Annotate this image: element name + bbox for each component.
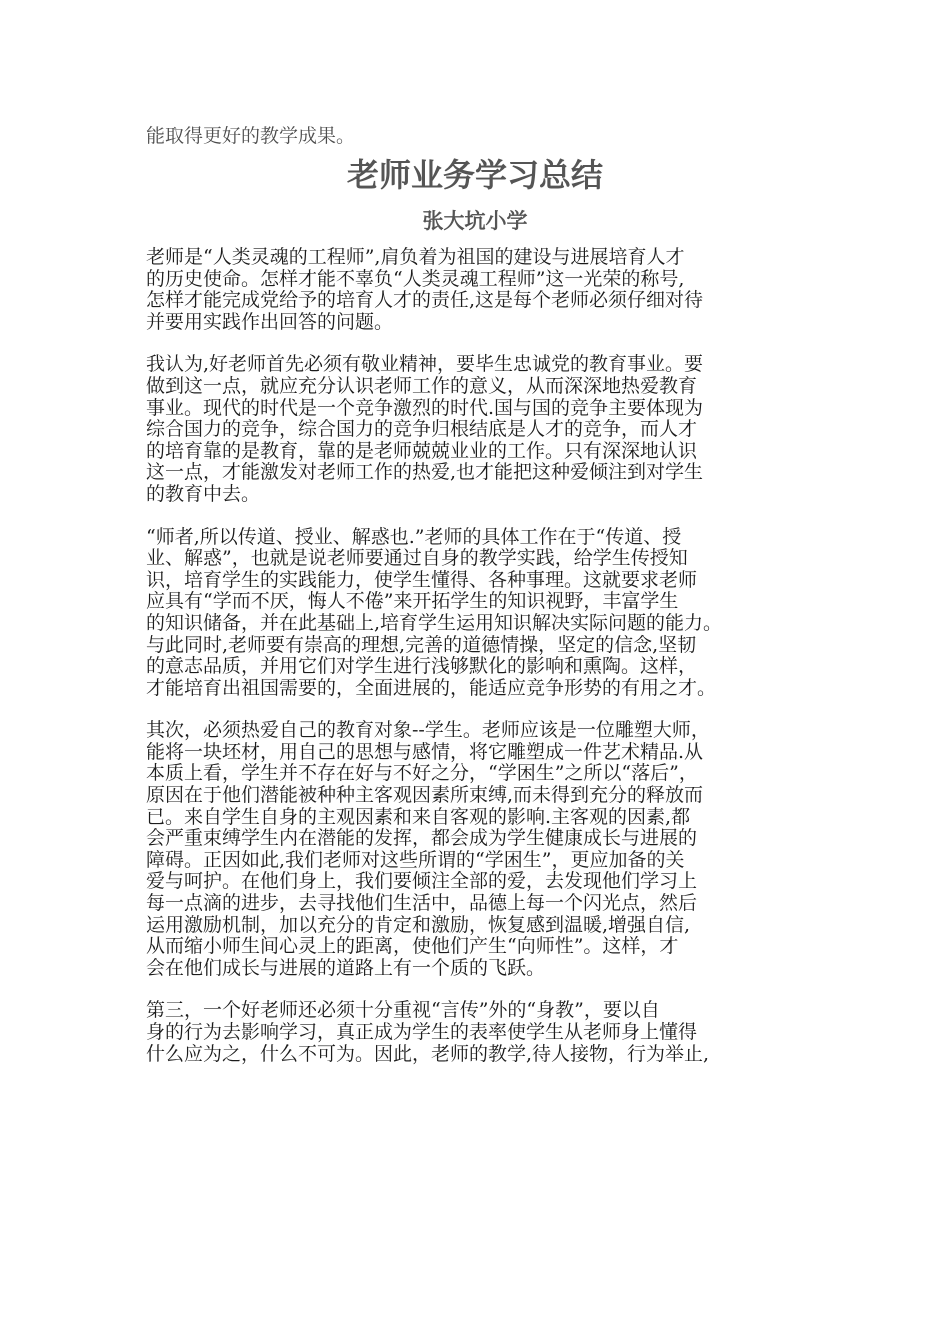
paragraph bbox=[146, 247, 836, 333]
document-title: 老师业务学习总结 bbox=[346, 156, 603, 194]
paragraph-line: 与此同时,老师要有崇高的理想,完善的道德情操，坚定的信念,坚韧 bbox=[146, 633, 697, 656]
paragraph-line: 原因在于他们潜能被种种主客观因素所束缚,而未得到充分的释放而 bbox=[146, 784, 704, 807]
paragraph-line: 已。来自学生自身的主观因素和来自客观的影响.主客观的因素,都 bbox=[146, 805, 691, 828]
paragraph-line: 什么应为之，什么不可为。因此，老师的教学,待人接物，行为举止, bbox=[146, 1042, 710, 1065]
paragraph bbox=[146, 720, 836, 979]
paragraph-line: 本质上看，学生并不存在好与不好之分，“学困生”之所以“落后”， bbox=[146, 762, 698, 785]
paragraph-line: 其次，必须热爱自己的教育对象--学生。老师应该是一位雕塑大师， bbox=[146, 719, 710, 742]
paragraph-line: 从而缩小师生间心灵上的距离，使他们产生“向师性”。这样，才 bbox=[146, 935, 679, 958]
paragraph-line: 怎样才能完成党给予的培育人才的责任,这是每个老师必须仔细对待 bbox=[146, 289, 704, 312]
paragraph-line: 的意志品质，并用它们对学生进行浅够默化的影响和熏陶。这样， bbox=[146, 655, 698, 678]
paragraph-line: 爱与呵护。在他们身上，我们要倾注全部的爱，去发现他们学习上 bbox=[146, 870, 698, 893]
paragraph-line: 的历史使命。怎样才能不辜负“人类灵魂工程师”这一光荣的称号, bbox=[146, 267, 685, 290]
paragraph-line: 会严重束缚学生内在潜能的发挥，都会成为学生健康成长与进展的 bbox=[146, 827, 698, 850]
paragraph-line: 业、解惑”，也就是说老师要通过自身的教学实践，给学生传授知 bbox=[146, 547, 688, 570]
paragraph-line: 的知识储备，并在此基础上,培育学生运用知识解决实际问题的能力。 bbox=[146, 611, 723, 634]
paragraph-line: “师者,所以传道、授业、解惑也.”老师的具体工作在于“传道、授 bbox=[146, 525, 682, 548]
paragraph bbox=[146, 527, 836, 700]
paragraph-line: 身的行为去影响学习，真正成为学生的表率使学生从老师身上懂得 bbox=[146, 1021, 698, 1043]
paragraph-line: 能将一块坯材，用自己的思想与感情，将它雕塑成一件艺术精品.从 bbox=[146, 740, 704, 763]
paragraph-line: 并要用实践作出回答的问题。 bbox=[146, 310, 394, 333]
paragraph-line: 应具有“学而不厌，悔人不倦”来开拓学生的知识视野，丰富学生 bbox=[146, 590, 679, 613]
paragraph-line: 才能培育出祖国需要的，全面进展的，能适应竞争形势的有用之才。 bbox=[146, 676, 717, 699]
previous-page-tail-text: 能取得更好的教学成果。 bbox=[146, 125, 356, 147]
paragraph-line: 这一点，才能激发对老师工作的热爱,也才能把这种爱倾注到对学生 bbox=[146, 461, 704, 484]
paragraph bbox=[146, 354, 836, 505]
document-subtitle: 张大坑小学 bbox=[422, 209, 528, 233]
paragraph-line: 做到这一点，就应充分认识老师工作的意义，从而深深地热爱教育 bbox=[146, 374, 698, 397]
document-body bbox=[146, 247, 836, 1086]
paragraph-line: 的培育靠的是教育，靠的是老师兢兢业业的工作。只有深深地认识 bbox=[146, 439, 698, 462]
paragraph-line: 综合国力的竞争，综合国力的竞争归根结底是人才的竞争，而人才 bbox=[146, 418, 698, 441]
paragraph bbox=[146, 1000, 836, 1065]
paragraph-line: 的教育中去。 bbox=[146, 482, 261, 505]
paragraph-line: 我认为,好老师首先必须有敬业精神，要毕生忠诚党的教育事业。要 bbox=[146, 353, 704, 376]
paragraph-line: 运用激励机制，加以充分的肯定和激励，恢复感到温暖,增强自信, bbox=[146, 913, 691, 936]
paragraph-line: 障碍。正因如此,我们老师对这些所谓的“学困生”，更应加备的关 bbox=[146, 848, 685, 871]
paragraph-line: 每一点滴的进步，去寻找他们生活中，品德上每一个闪光点，然后 bbox=[146, 892, 698, 915]
paragraph-line: 老师是“人类灵魂的工程师”,肩负着为祖国的建设与进展培育人才 bbox=[146, 246, 685, 268]
paragraph-line: 会在他们成长与进展的道路上有一个质的飞跃。 bbox=[146, 956, 546, 979]
paragraph-line: 事业。现代的时代是一个竞争激烈的时代.国与国的竞争主要体现为 bbox=[146, 396, 704, 419]
paragraph-line: 第三，一个好老师还必须十分重视“言传”外的“身教”，要以自 bbox=[146, 999, 660, 1022]
paragraph-line: 识，培育学生的实践能力，使学生懂得、各种事理。这就要求老师 bbox=[146, 568, 698, 591]
